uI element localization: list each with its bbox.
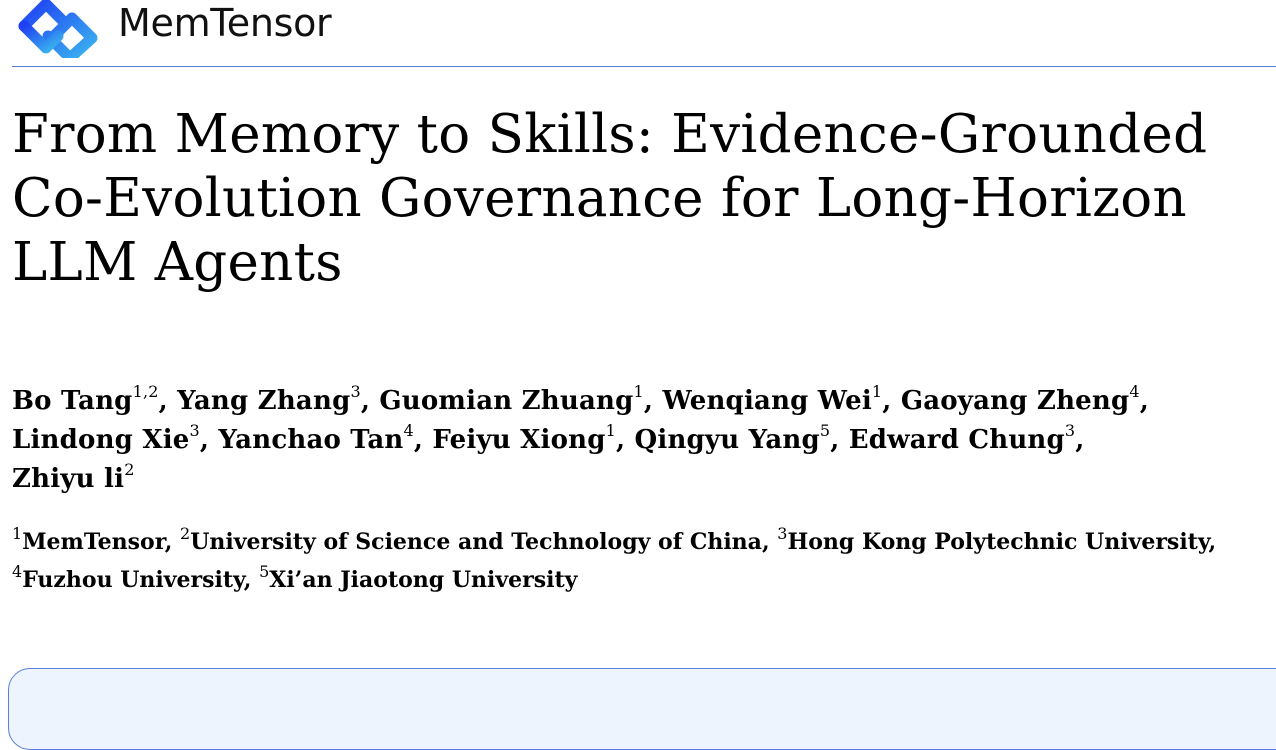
affiliation-name: Hong Kong Polytechnic University	[787, 529, 1209, 555]
author-affiliation-marker: 2	[124, 460, 135, 480]
author-name: Bo Tang	[12, 386, 133, 416]
author-affiliation-marker: 1,2	[132, 382, 159, 402]
author-affiliation-marker: 1	[605, 421, 616, 441]
author-name: Wenqiang Wei	[662, 386, 872, 416]
author-name: Feiyu Xiong	[432, 425, 606, 455]
affiliation-name: Fuzhou University	[22, 567, 244, 593]
affiliation-name: MemTensor	[22, 529, 165, 555]
author-name: Zhiyu li	[12, 464, 125, 494]
paper-title	[12, 103, 1262, 295]
abstract-box	[8, 668, 1276, 750]
affiliation-marker: 1	[12, 523, 23, 543]
affiliation-name: University of Science and Technology of China	[190, 529, 762, 555]
affiliation-marker: 2	[180, 523, 191, 543]
affiliation-list: $^1$MemTensor, $^2$University of Science and Technology of China, $^3$Hong Kong Polytechnic University, $^4$Fuzhou University, $^5$Xi’an Jiaotong University	[12, 523, 1217, 593]
affiliation-name: Xi’an Jiaotong University	[269, 567, 578, 593]
brand-name: MemTensor	[118, 1, 332, 45]
author-affiliation-marker: 3	[1064, 421, 1076, 441]
affiliation-marker: 5	[259, 561, 270, 581]
author-name: Yang Zhang	[177, 386, 351, 416]
author-affiliation-marker: 1	[871, 382, 883, 402]
page-header	[0, 0, 1276, 66]
title-line: LLM Agents	[12, 232, 343, 293]
author-affiliation-marker: 4	[403, 421, 414, 441]
author-affiliation-marker: 3	[350, 382, 361, 402]
author-name: Gaoyang Zheng	[900, 386, 1130, 416]
author-affiliation-marker: 1	[633, 382, 644, 402]
author-name: Guomian Zhuang	[379, 386, 634, 416]
memtensor-logo-icon	[18, 0, 112, 58]
title-line: Co-Evolution Governance for Long-Horizon	[12, 168, 1187, 229]
title-line: From Memory to Skills: Evidence-Grounded	[12, 104, 1208, 165]
author-affiliation-marker: 4	[1129, 382, 1140, 402]
affiliation-marker: 4	[12, 561, 23, 581]
author-affiliation-marker: 3	[189, 421, 200, 441]
author-list: Bo Tang$^{1,2}$, Yang Zhang$^3$, Guomian Zhuang$^1$, Wenqiang Wei$^1$, Gaoyang Zheng$^4$, Lindong Xie$^3$, Yanchao Tan$^4$, Feiyu Xiong$^1$, Qingyu Yang$^5$, Edward Chung$^3$, Zhiyu $li^2$	[12, 382, 1150, 494]
header-divider	[12, 66, 1276, 67]
affiliation-marker: 3	[777, 523, 788, 543]
author-name: Edward Chung	[848, 425, 1065, 455]
author-name: Qingyu Yang	[634, 425, 820, 455]
author-name: Yanchao Tan	[218, 425, 404, 455]
author-affiliation-marker: 5	[819, 421, 831, 441]
author-name: Lindong Xie	[12, 425, 190, 455]
